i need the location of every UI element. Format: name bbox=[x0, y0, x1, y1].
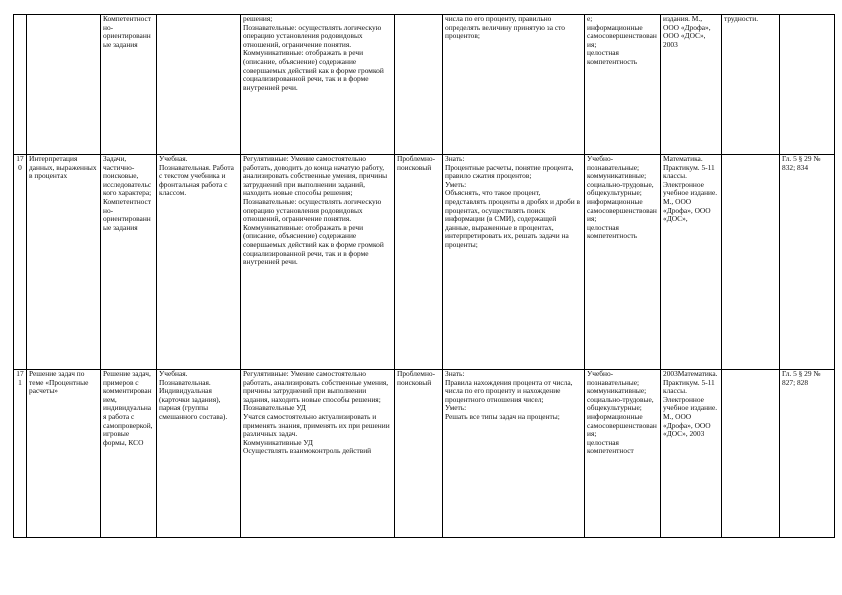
lesson-homework: Гл. 5 § 29 № 832; 834 bbox=[780, 155, 835, 370]
lesson-organization bbox=[157, 15, 241, 155]
table-row bbox=[14, 15, 835, 155]
lesson-forms: Компетентностно-ориентированные задания bbox=[101, 15, 157, 155]
lesson-number bbox=[14, 15, 27, 155]
lesson-type: Проблемно-поисковый bbox=[395, 155, 443, 370]
lesson-homework: Гл. 5 § 29 № 827; 828 bbox=[780, 370, 835, 538]
lesson-competences: Учебно-познавательные; коммуникативные; социально-трудовые, общекультурные; информационные самосовершенствования; целостная компетентность bbox=[585, 155, 661, 370]
lesson-organization: Учебная. Познавательная. Индивидуальная (карточки задания), парная (группы смешанного состава). bbox=[157, 370, 241, 538]
lesson-uud: решения; Познавательные: осуществлять логическую операцию установления родовидовых отношений, ограничение понятия. Коммуникативные: отображать в речи (описание, объяснение) содержание совершаемых действий как в форме громкой социализированной речи, так и в форме внутренней речи. bbox=[241, 15, 395, 155]
lesson-type bbox=[395, 15, 443, 155]
lesson-empty bbox=[780, 15, 835, 155]
lesson-number: 170 bbox=[14, 155, 27, 370]
lesson-topic: Интерпретация данных, выраженных в процентах bbox=[27, 155, 101, 370]
table-row bbox=[14, 155, 835, 370]
lesson-competences: е; информационные самосовершенствования; целостная компетентность bbox=[585, 15, 661, 155]
lesson-uud: Регулятивные: Умение самостоятельно работать, доводить до конца начатую работу, анализировать собственные умения, причины затруднений при выполнении заданий, находить новые способы решения; Познавательные: осуществлять логическую операцию установления родовидовых отношений, ограничение понятия. Коммуникативные: отображать в речи (описание, объяснение) содержание совершаемых действий как в форме громкой социализированной речи, так и в форме внутренней речи. bbox=[241, 155, 395, 370]
lesson-subject-results: Знать: Процентные расчеты, понятие процента, правило сжатия процентов; Уметь: Объяснять, что такое процент, представлять проценты в дробях и дроби в процентах, осуществлять поиск информации (в СМИ), содержащей данные, выраженные в процентах, интерпретировать их, решать задачи на проценты; bbox=[443, 155, 585, 370]
lesson-topic bbox=[27, 15, 101, 155]
lesson-resources: Математика. Практикум. 5-11 классы. Электронное учебное издание. М., ООО «Дрофа», ООО «ДОС», bbox=[661, 155, 722, 370]
lesson-subject-results: числа по его проценту, правильно определять величину принятую за сто процентов; bbox=[443, 15, 585, 155]
lesson-uud: Регулятивные: Умение самостоятельно работать, анализировать собственные умения, причины затруднений при выполнении задания, находить новые способы решения; Познавательные УД Учатся самостоятельно актуализировать и применять знания, применять их при решении различных задач. Коммуникативные УД Осуществлять взаимоконтроль действий bbox=[241, 370, 395, 538]
lesson-resources: 2003Математика. Практикум. 5-11 классы. Электронное учебное издание. М., ООО «Дрофа», ООО «ДОС», 2003 bbox=[661, 370, 722, 538]
lesson-type: Проблемно-поисковый bbox=[395, 370, 443, 538]
lesson-resources: издания. М., ООО «Дрофа», ООО «ДОС», 2003 bbox=[661, 15, 722, 155]
lesson-topic: Решение задач по теме «Процентные расчеты» bbox=[27, 370, 101, 538]
lesson-plan-table bbox=[13, 14, 835, 538]
lesson-forms: Задачи, частично-поисковые, исследовательского характера; Компетентностно-ориентированные задания bbox=[101, 155, 157, 370]
lesson-organization: Учебная. Познавательная. Работа с текстом учебника и фронтальная работа с классом. bbox=[157, 155, 241, 370]
lesson-competences: Учебно-познавательные; коммуникативные; социально-трудовые, общекультурные; информационные самосовершенствования; целостная компетентност bbox=[585, 370, 661, 538]
lesson-empty bbox=[722, 155, 780, 370]
lesson-forms: Решение задач, примеров с комментированием, индивидуальная работа с самопроверкой, игровые формы, КСО bbox=[101, 370, 157, 538]
table-row bbox=[14, 370, 835, 538]
lesson-number: 171 bbox=[14, 370, 27, 538]
lesson-empty bbox=[722, 370, 780, 538]
lesson-subject-results: Знать: Правила нахождения процента от числа, числа по его проценту и нахождение процентного отношения чисел; Уметь: Решать все типы задач на проценты; bbox=[443, 370, 585, 538]
lesson-homework: трудности. bbox=[722, 15, 780, 155]
